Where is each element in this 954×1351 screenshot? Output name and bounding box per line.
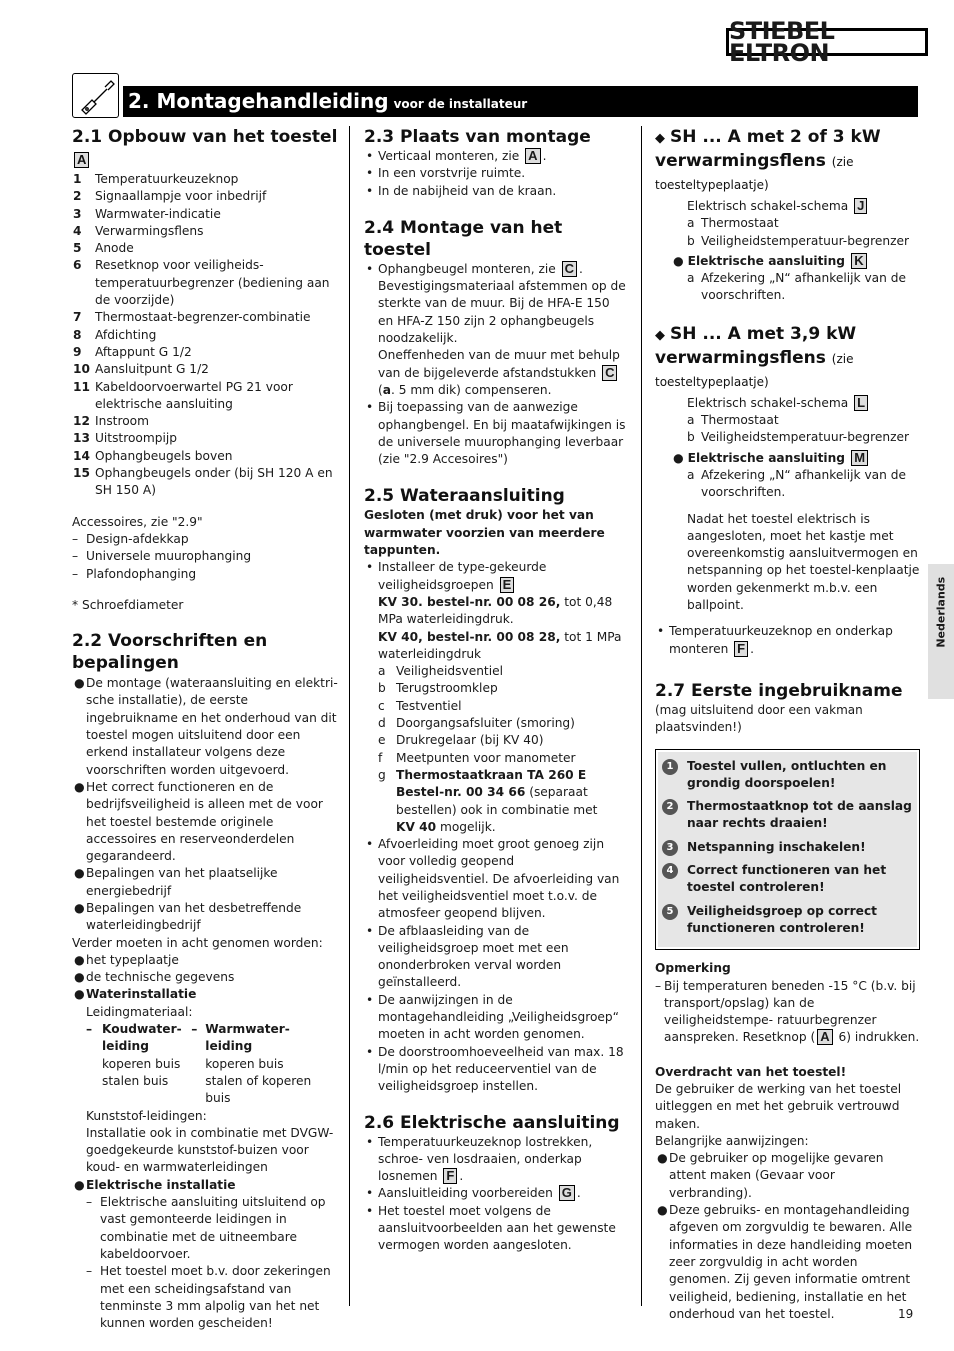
list-item: ● Het correct functioneren en de bedrijfsveiligheid is alleen met de voor het toestel bestemde originele accessoires en reserveonderdelen gegarandeerd. — [74, 779, 323, 864]
list-item: – Elektrische aansluiting uitsluitend op vast gemonteerde leidingen in combinatie met de uitneembare kabeldoorvoer. — [86, 1195, 326, 1261]
list-item: ● het typeplaatje — [74, 952, 179, 967]
accessories-line: Accessoires, zie "2.9" — [72, 514, 203, 529]
list-item: ● De montage (wateraansluiting en elektri- sche installatie), de eerste ingebruikname en het onderhoud van dit toestel mogen uitsluitend door een erkend installateur volgens deze voorschriften worden uitgevoerd. — [74, 676, 338, 777]
heading-2-5: 2.5 Wateraansluiting — [364, 486, 565, 507]
step-text: Toestel vullen, ontluchten en grondig doorspoelen! — [687, 758, 887, 790]
step-number-badge: 3 — [662, 840, 678, 856]
list-item: – Plafondophanging — [72, 566, 197, 581]
heading-2-2: 2.2 Voorschriften en bepalingen — [72, 631, 268, 674]
water-intro: Gesloten (met druk) voor het van warmwater voorzien van meerdere tappunten. — [364, 508, 605, 558]
important-title: Belangrijke aanwijzingen: — [655, 1133, 809, 1148]
list-item: • De afblaasleiding van de veiligheidsgroep moet met een ononderbroken verval worden geïnstalleerd. — [366, 923, 569, 990]
figure-ref: M — [851, 450, 868, 466]
section-header — [123, 86, 918, 117]
safety-group-parts — [364, 663, 628, 767]
component-item: 4 Verwarmingsflens — [73, 223, 204, 238]
figure-ref: C — [602, 365, 617, 381]
component-item: 15 Ophangbeugels onder (bij SH 120 A en SH 150 A) — [73, 466, 333, 498]
figure-ref: L — [854, 395, 868, 411]
list-item: • De doorstroomhoeveelheid van max. 18 l/min op het reduceerventiel van de veiligheidsgroep instellen. — [366, 1044, 624, 1094]
figure-ref: A — [74, 152, 89, 168]
language-tab: Nederlands — [928, 564, 954, 699]
handover-text: De gebruiker de werking van het toestel uitleggen en met het gebruik vertrouwd maken. — [655, 1081, 902, 1131]
step-number-badge: 4 — [662, 863, 678, 879]
column-divider — [641, 126, 642, 1306]
footnote: * Schroefdiameter — [72, 597, 184, 612]
heading-2-1: 2.1 Opbouw van het toestel A — [72, 127, 338, 167]
warm-pipe-item: koperen buis — [205, 1056, 284, 1071]
section-title: 2. Montagehandleiding — [128, 89, 389, 113]
after-connection-note: Nadat het toestel elektrisch is aangesloten, moet het kastje met overeenkomstig aansluitvermogen en netspanning op het toestel-kenplaatje worden gekenmerkt m.b.v. een ballpoint. — [687, 511, 920, 613]
list-item: • De aanwijzingen in de montagehandleiding „Veiligheidsgroep“ moeten in acht worden genomen. — [366, 992, 619, 1042]
warm-pipe-item: stalen of koperen buis — [205, 1073, 312, 1106]
electrical-list — [72, 1194, 340, 1332]
handover-title: Overdracht van het toestel! — [655, 1064, 847, 1079]
component-item: 10 Aansluitpunt G 1/2 — [73, 362, 209, 377]
list-item: ● Bepalingen van het desbetreffende waterleidingbedrijf — [74, 900, 302, 933]
page-number: 19 — [898, 1307, 914, 1321]
component-item: 14 Ophangbeugels boven — [73, 448, 233, 463]
figure-ref: A — [817, 1029, 832, 1045]
component-item: 12 Instroom — [73, 414, 149, 429]
column-divider — [349, 126, 350, 1306]
pipe-material-table: – Koudwater- leiding koperen buis stalen buis – Warmwater- leiding koperen buis stalen of koperen buis — [72, 1021, 340, 1107]
cold-pipe-item: stalen buis — [102, 1073, 169, 1088]
heading-2-6: 2.6 Elektrische aansluiting — [364, 1112, 620, 1133]
component-item: 5 Anode — [73, 241, 134, 256]
warm-water-head: Warmwater- leiding — [205, 1022, 290, 1054]
screwdriver-icon — [72, 73, 119, 118]
list-item: – Design-afdekkap — [72, 531, 189, 546]
figure-ref: J — [854, 198, 867, 214]
commissioning-note: (mag uitsluitend door een vakman plaatsvinden!) — [655, 702, 863, 735]
component-item: 9 Aftappunt G 1/2 — [73, 344, 192, 359]
list-item: ● Deze gebruiks- en montagehandleiding afgeven om zorgvuldig te bewaren. Alle informaties in deze handleiding moeten zeer zorgvuldig in acht worden genomen. Zij geven informatie omtrent veiligheid, bediening, installatie en het onderhoud van het toestel. — [657, 1203, 913, 1321]
commissioning-step — [662, 862, 913, 897]
brand-logo: STIEBEL ELTRON — [726, 28, 928, 56]
heading-2-4: 2.4 Montage van het toestel — [364, 217, 563, 260]
commissioning-steps — [655, 749, 920, 951]
part-item: e Drukregelaar (bij KV 40) — [378, 733, 544, 748]
remark-title: Opmerking — [655, 961, 731, 976]
list-item: – Het toestel moet b.v. door zekeringen met een scheidingsafstand van tenminste 3 mm alpolig van het net kunnen worden gescheiden! — [86, 1264, 331, 1331]
component-item: 13 Uitstroompijp — [73, 431, 177, 446]
important-list — [655, 1150, 920, 1323]
figure-ref: F — [734, 641, 748, 657]
heading-2-7: 2.7 Eerste ingebruikname — [655, 680, 903, 701]
commissioning-step — [662, 839, 913, 856]
commissioning-step — [662, 798, 913, 833]
step-text: Correct functioneren van het toestel controleren! — [687, 863, 887, 895]
figure-ref: G — [559, 1185, 575, 1201]
figure-ref: K — [851, 253, 866, 269]
cold-pipe-item: koperen buis — [102, 1056, 181, 1071]
part-item: a Veiligheidsventiel — [378, 664, 503, 679]
component-item: 8 Afdichting — [73, 327, 157, 342]
column-3: ◆ SH ... A met 2 of 3 kW verwarmingsflens (zie toesteltypeplaatje) Elektrisch schakel-schema J a Thermostaat b Veiligheidstemperatuur-begrenzer ● Elektrische aansluiting K a Afzekering „N“ afhankelijk van de voorschriften. ◆ SH ... A met 3,9 kW verwarmingsflens (zie toesteltypeplaatje) Elektrisch schakel-schema L a Thermostaat b Veiligheidstemperatuur-begrenzer ● Elektrische aansluiting M a Afzekering „N“ afhankelijk van de voorschriften. Nadat het toestel elektrisch is aangesloten, moet het kastje met overeenkomstig aansluitvermogen en netspanning op het toestel-kenplaatje worden gekenmerkt m.b.v. een ballpoint. • Temperatuurkeuzeknop en onderkap monteren F . 2.7 Eerste ingebruikname (mag uitsluitend door een vakman plaatsvinden!) 1 Toestel vullen, ontluchten en grondig doorspoelen! 2 Thermostaatknop tot de aanslag naar rechts draaien! 3 Netspanning inschakelen! 4 Correct functioneren van het toestel controleren! 5 Veiligheidsgroep op correct functioneren controleren! Opmerking – Bij temperaturen beneden -15 °C (b.v. bij transport/opslag) kan de veiligheidstempe- ratuurbegrenzer aanspreken. Resetknop ( A 6) indrukken. Overdracht van het toestel! De gebruiker de werking van het toestel uitleggen en met het gebruik vertrouwd maken. Belangrijke aanwijzingen: ● De gebruiker op mogelijke gevaren attent maken (Gevaar voor verbranding). ● Deze gebruiks- en montagehandleiding afgeven om zorgvuldig te bewaren. Alle informaties in deze handleiding moeten zeer zorgvuldig in acht worden genomen. Zij geven informatie omtrent veiligheid, bediening, installatie en het onderhoud van het toestel. — [655, 126, 920, 1323]
component-item: 3 Warmwater-indicatie — [73, 206, 221, 221]
list-item: • Afvoerleiding moet groot genoeg zijn voor volledig geopend veiligheidsventiel. De afvoerleiding van het veiligheidsventiel moet t.o.v. de atmosfeer geopend blijven. — [366, 837, 620, 921]
list-item: ● Bepalingen van het plaatselijke energiebedrijf — [74, 866, 278, 898]
column-1: 2.1 Opbouw van het toestel A 1 Temperatuurkeuzeknop 2 Signaallampje voor inbedrijf 3 Warmwater-indicatie 4 Verwarmingsflens 5 Anode 6 Resetknop voor veiligheids- temperatuurbegrenzer (bediening aan de voorzijde) 7 Thermostaat-begrenzer-combinatie 8 Afdichting 9 Aftappunt G 1/2 10 Aansluitpunt G 1/2 11 Kabeldoorvoerwartel PG 21 voor elektrische aansluiting 12 Instroom 13 Uitstroompijp 14 Ophangbeugels boven 15 Ophangbeugels onder (bij SH 120 A en SH 150 A) Accessoires, zie "2.9" – Design-afdekkap – Universele muurophanging – Plafondophanging * Schroefdiameter 2.2 Voorschriften en bepalingen ● De montage (wateraansluiting en elektri- sche installatie), de eerste ingebruikname en het onderhoud van dit toestel mogen uitsluitend door een erkend installateur volgens deze voorschriften worden uitgevoerd. ● Het correct functioneren en de bedrijfsveiligheid is alleen met de voor het toestel bestemde originele accessoires en reserveonderdelen gegarandeerd. ● Bepalingen van het plaatselijke energiebedrijf ● Bepalingen van het desbetreffende waterleidingbedrijf Verder moeten in acht genomen worden: ● het typeplaatje ● de technische gegevens ● Waterinstallatie Leidingmateriaal: – Koudwater- leiding koperen buis stalen buis – Warmwater- leiding koperen buis stalen of koperen buis Kunststof-leidingen: Installatie ook in combinatie met DVGW- goedgekeurde kunststof-buizen voor koud- en warmwaterleidingen ● Elektrische installatie – Elektrische aansluiting uitsluitend op vast gemonteerde leidingen in combinatie met de uitneembare kabeldoorvoer. – Het toestel moet b.v. door zekeringen met een scheidingsafstand van tenminste 3 mm alpolig van het net kunnen worden gescheiden! — [72, 126, 340, 1332]
component-item: 6 Resetknop voor veiligheids- temperatuurbegrenzer (bediening aan de voorzijde) — [73, 258, 330, 308]
pipe-material-label: Leidingmateriaal: — [86, 1004, 193, 1019]
part-item: f Meetpunten voor manometer — [378, 750, 576, 765]
plastic-pipes-text: Installatie ook in combinatie met DVGW- goedgekeurde kunststof-buizen voor koud- en warmwaterleidingen — [86, 1125, 334, 1175]
rules-list — [72, 675, 340, 934]
part-item: b Terugstroomklep — [378, 681, 498, 696]
step-number-badge: 2 — [662, 799, 678, 815]
water-rules-list — [364, 836, 628, 1095]
part-item: d Doorgangsafsluiter (smoring) — [378, 716, 575, 731]
heading-sh-3-9kw: ◆ SH ... A met 3,9 kW verwarmingsflens (zie toesteltypeplaatje) — [655, 323, 857, 389]
list-item: ● De gebruiker op mogelijke gevaren attent maken (Gevaar voor verbranding). — [657, 1151, 884, 1200]
step-number-badge: 1 — [662, 759, 678, 775]
component-item: 7 Thermostaat-begrenzer-combinatie — [73, 310, 311, 325]
plastic-pipes-title: Kunststof-leidingen: — [86, 1108, 207, 1123]
cold-water-head: Koudwater- leiding — [102, 1022, 182, 1054]
component-item: 2 Signaallampje voor inbedrijf — [73, 189, 267, 204]
further-note: Verder moeten in acht genomen worden: — [72, 935, 323, 950]
step-text: Thermostaatknop tot de aanslag naar rechts draaien! — [687, 799, 912, 831]
section-subtitle: voor de installateur — [393, 97, 528, 111]
electrical-installation-title: Elektrische installatie — [86, 1177, 236, 1192]
heading-2-3: 2.3 Plaats van montage — [364, 127, 591, 147]
commissioning-step — [662, 903, 913, 938]
accessories-list — [72, 531, 340, 583]
step-text: Netspanning inschakelen! — [687, 839, 866, 854]
step-number-badge: 5 — [662, 904, 678, 920]
heading-sh-3kw: ◆ SH ... A met 2 of 3 kW verwarmingsflens (zie toesteltypeplaatje) — [655, 127, 881, 192]
list-item: – Universele muurophanging — [72, 549, 252, 564]
figure-ref: C — [562, 261, 577, 277]
rules-list-2 — [72, 952, 340, 987]
figure-ref: F — [443, 1168, 457, 1184]
water-installation-title: Waterinstallatie — [86, 987, 197, 1002]
component-item: 11 Kabeldoorvoerwartel PG 21 voor elektrische aansluiting — [73, 379, 293, 411]
figure-ref: A — [525, 148, 540, 164]
component-item: 1 Temperatuurkeuzeknop — [73, 172, 239, 186]
figure-ref: E — [500, 577, 515, 593]
commissioning-step — [662, 758, 913, 793]
column-2: 2.3 Plaats van montage • Verticaal monteren, zie A . • In een vorstvrije ruimte. • In de nabijheid van de kraan. 2.4 Montage van het toestel • Ophangbeugel monteren, zie C . Bevestigingsmateriaal afstemmen op de sterkte van de muur. Bij de HFA-E 150 en HFA-Z 150 zijn 2 ophangbeugels noodzakelijk. Oneffenheden van de muur met behulp van de bijgeleverde afstandstukken C (a. 5 mm dik) compenseren. • Bij toepassing van de aanwezige ophangbengel. En bij maatafwijkingen is de universele muurophanging leverbaar (zie "2.9 Accesoires") 2.5 Wateraansluiting Gesloten (met druk) voor het van warmwater voorzien van meerdere tappunten. • Installeer de type-gekeurde veiligheidsgroepen E KV 30. bestel-nr. 00 08 26, tot 0,48 MPa waterleidingdruk. KV 40, bestel-nr. 00 08 28, tot 1 MPa waterleidingdruk a Veiligheidsventiel b Terugstroomklep c Testventiel d Doorgangsafsluiter (smoring) e Drukregelaar (bij KV 40) f Meetpunten voor manometer g Thermostaatkraan TA 260 E Bestel-nr. 00 34 66 (separaat bestellen) ook in combinatie met KV 40 mogelijk. • Afvoerleiding moet groot genoeg zijn voor volledig geopend veiligheidsventiel. De afvoerleiding van het veiligheidsventiel moet t.o.v. de atmosfeer geopend blijven. • De afblaasleiding van de veiligheidsgroep moet met een ononderbroken verval worden geïnstalleerd. • De aanwijzingen in de montagehandleiding „Veiligheidsgroep“ moeten in acht worden genomen. • De doorstroomhoeveelheid van max. 18 l/min op het reduceerventiel van de veiligheidsgroep instellen. 2.6 Elektrische aansluiting • Temperatuurkeuzeknop lostrekken, schroe- ven losdraaien, onderkap losnemen F . • Aansluitleiding voorbereiden G . • Het toestel moet volgens de aansluitvoorbeelden aan het gewenste vermogen worden aangesloten. — [364, 126, 628, 1255]
list-item: ● de technische gegevens — [74, 970, 235, 985]
component-list — [72, 171, 340, 500]
part-item: c Testventiel — [378, 698, 462, 713]
step-text: Veiligheidsgroep op correct functioneren controleren! — [687, 903, 878, 935]
